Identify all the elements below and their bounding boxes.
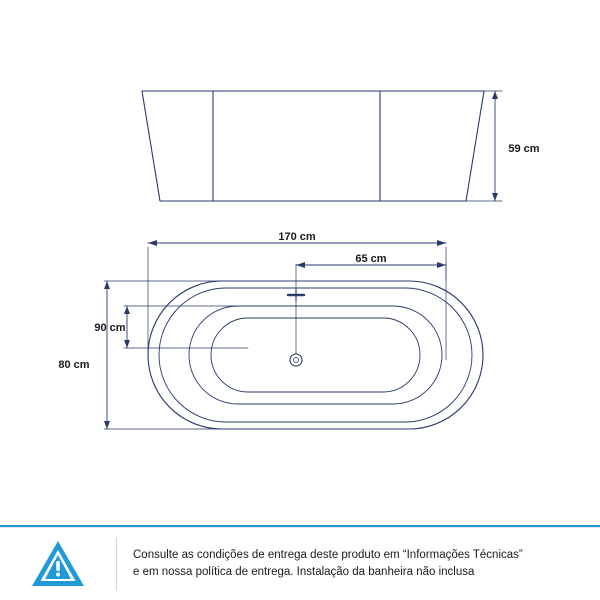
top-view-length-dimension: [148, 240, 446, 360]
front-height-label: 59 cm: [508, 143, 540, 155]
front-view-outline: [142, 91, 484, 201]
top-drain-offset-label: 65 cm: [355, 253, 387, 265]
front-view-height-dimension: [466, 91, 502, 201]
top-view-drain-offset-dimension: [296, 262, 446, 289]
notice-line-1: Consulte as condições de entrega deste produto em “Informações Técnicas”: [133, 549, 523, 562]
top-view-outline: [148, 281, 483, 429]
notice-text: [117, 528, 600, 600]
warning-icon-wrap: [0, 528, 116, 600]
notice-line-2: e em nossa política de entrega. Instalação da banheira não inclusa: [133, 566, 475, 578]
top-view-width-dimension: [104, 281, 222, 429]
top-width-label: 80 cm: [58, 359, 90, 371]
top-inner-width-label: 90 cm: [94, 322, 126, 334]
delivery-notice: [0, 527, 600, 600]
warning-triangle-icon: [30, 538, 86, 590]
top-length-label: 170 cm: [278, 231, 316, 243]
top-view-inner-width-dimension: [124, 306, 248, 348]
